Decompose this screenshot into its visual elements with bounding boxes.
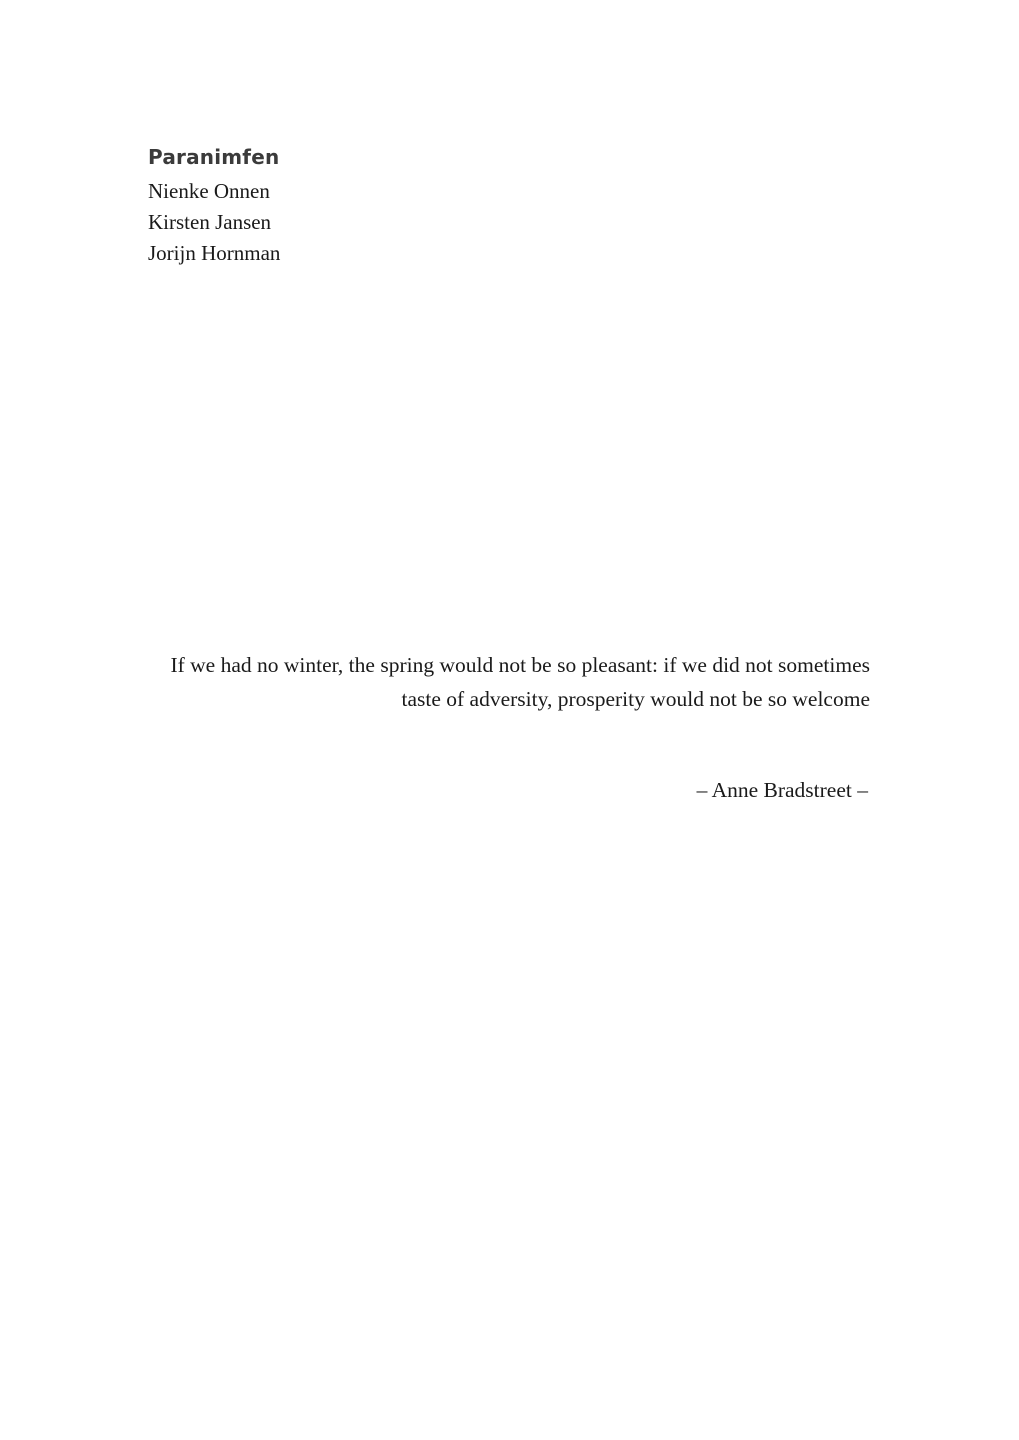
- quote-section: [148, 648, 870, 803]
- paranimfen-name-list: [148, 176, 568, 269]
- list-item: Kirsten Jansen: [148, 210, 272, 234]
- list-item: Jorijn Hornman: [148, 241, 281, 265]
- paranimfen-section: [148, 142, 568, 269]
- list-item: Nienke Onnen: [148, 179, 270, 203]
- paranimfen-heading: Paranimfen: [148, 145, 280, 169]
- quote-text: If we had no winter, the spring would not be so pleasant: if we did not sometimes taste of adversity, prosperity would not be so welcome: [170, 653, 870, 711]
- quote-attribution: – Anne Bradstreet –: [696, 778, 868, 802]
